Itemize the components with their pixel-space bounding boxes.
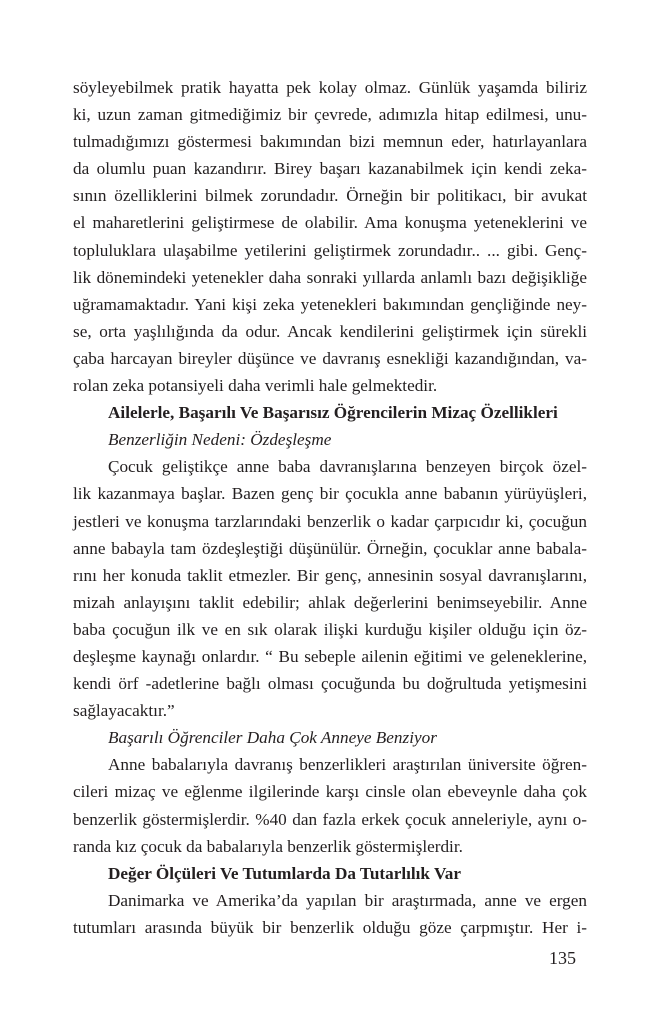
- section-heading: Değer Ölçüleri Ve Tutumlarda Da Tutarlılık Var: [108, 863, 462, 883]
- text-line: cileri mizaç ve eğlenme ilgilerinde karşı cinsle olan ebeveynle daha çok: [73, 782, 587, 802]
- text-line: da olumlu puan kazandırır. Birey başarı kazanabilmek için kendi zeka-: [73, 159, 587, 179]
- text-line: baba çocuğun ilk ve en sık olarak ilişki kurduğu kişiler olduğu için öz-: [73, 619, 587, 639]
- book-page-body: [73, 74, 587, 941]
- text-line: benzerlik göstermişlerdir. %40 dan fazla erkek çocuk anneleriyle, aynı o-: [73, 809, 587, 829]
- text-line: anne babayla tam özdeşleştiği düşünülür. Örneğin, çocuklar anne babala-: [73, 538, 587, 558]
- text-line: deşleşme kaynağı onlardır. “ Bu sebeple ailenin eğitimi ve geleneklerine,: [73, 646, 587, 666]
- text-line: kendi örf -adetlerine bağlı olması çocuğunda bu doğrultuda yetişmesini: [73, 674, 587, 694]
- text-line: lik dönemindeki yetenekler daha sonraki yıllarda anlamlı bazı değişikliğe: [73, 267, 587, 287]
- text-line: söyleyebilmek pratik hayatta pek kolay olmaz. Günlük yaşamda biliriz: [73, 78, 587, 97]
- text-line: ki, uzun zaman gitmediğimiz bir çevrede, adımızla hitap edilmesi, unu-: [73, 105, 587, 125]
- text-line: rını her konuda taklit etmezler. Bir genç, annesinin sosyal davranışlarını,: [73, 565, 587, 585]
- text-line: sının özelliklerini bilmek zorundadır. Örneğin bir politikacı, bir avukat: [73, 186, 587, 206]
- text-line: rolan zeka potansiyeli daha verimli hale gelmektedir.: [73, 376, 438, 396]
- text-line: Çocuk geliştikçe anne baba davranışlarına benzeyen birçok özel-: [108, 457, 587, 477]
- text-line: se, orta yaşlılığında da odur. Ancak kendilerini geliştirmek için sürekli: [73, 321, 587, 341]
- text-line: çaba harcayan bireyler düşünce ve davranış esnekliği kazandığından, va-: [73, 348, 587, 368]
- section-heading: Ailelerle, Başarılı Ve Başarısız Öğrencilerin Mizaç Özellikleri: [108, 403, 558, 423]
- paragraph: [73, 453, 587, 724]
- text-line: Anne babalarıyla davranış benzerlikleri araştırılan üniversite öğren-: [108, 755, 587, 775]
- text-line: uğramamaktadır. Yani kişi zeka yetenekleri bakımından gençliğinde ney-: [73, 294, 587, 314]
- page-number: 135: [549, 948, 576, 968]
- text-line: tulmadığımızı göstermesi bakımından bizi memnun eder, hatırlayanlara: [73, 132, 587, 152]
- text-line: tutumları arasında büyük bir benzerlik olduğu göze çarpmıştır. Her i-: [73, 917, 587, 937]
- paragraph: [73, 887, 587, 941]
- paragraph-continuation: [73, 74, 587, 399]
- text-line: jestleri ve konuşma tarzlarındaki benzerlik o kadar çarpıcıdır ki, çocuğun: [73, 511, 587, 531]
- text-line: lik kazanmaya başlar. Bazen genç bir çocukla anne babanın yürüyüşleri,: [73, 484, 587, 504]
- text-line: mizah anlayışını taklit edebilir; ahlak değerlerini benimseyebilir. Anne: [73, 592, 587, 612]
- text-line: sağlayacaktır.”: [73, 701, 175, 721]
- text-line: topluluklara ulaşabilme yetilerini geliştirmek zorundadır.. ... gibi. Genç-: [73, 240, 587, 260]
- text-line: randa kız çocuk da babalarıyla benzerlik göstermişlerdir.: [73, 836, 463, 856]
- paragraph: [73, 751, 587, 859]
- text-line: Danimarka ve Amerika’da yapılan bir araştırmada, anne ve ergen: [108, 890, 587, 910]
- text-line: el maharetlerini geliştirmese de olabilir. Ama konuşma yeteneklerini ve: [73, 213, 587, 233]
- section-subheading: Başarılı Öğrenciler Daha Çok Anneye Benziyor: [108, 728, 437, 748]
- section-subheading: Benzerliğin Nedeni: Özdeşleşme: [108, 430, 332, 450]
